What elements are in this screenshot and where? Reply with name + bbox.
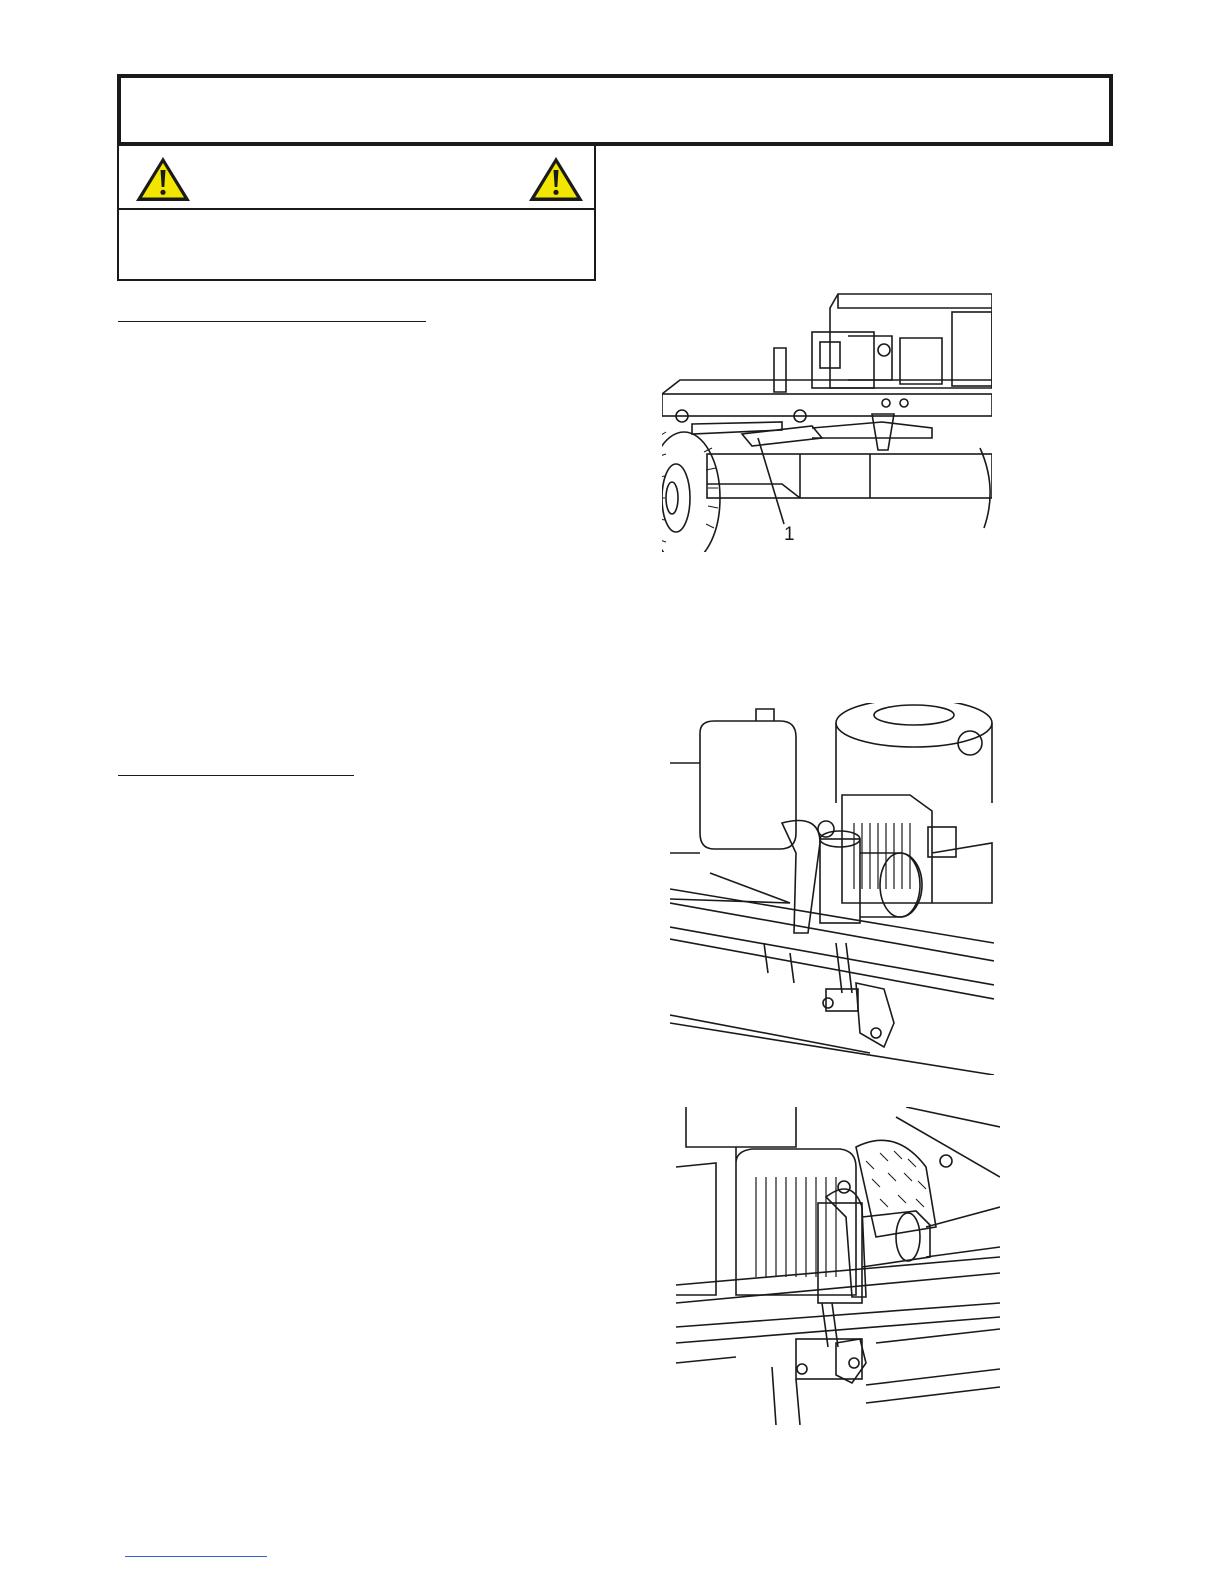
warning-box bbox=[117, 144, 596, 281]
page-header-box bbox=[117, 74, 1113, 146]
figure-3-actuator-alternate-view bbox=[676, 1107, 1000, 1425]
section-2-heading bbox=[118, 775, 354, 776]
figure-1-chassis-side-view bbox=[662, 288, 992, 552]
callout-1: 1 bbox=[784, 524, 795, 545]
warning-triangle-icon bbox=[133, 154, 193, 204]
warning-header bbox=[119, 146, 594, 210]
footer-link[interactable] bbox=[125, 1556, 267, 1557]
section-1-heading bbox=[118, 321, 426, 322]
figure-2-engine-actuator-view bbox=[670, 703, 994, 1075]
warning-triangle-icon bbox=[526, 154, 586, 204]
